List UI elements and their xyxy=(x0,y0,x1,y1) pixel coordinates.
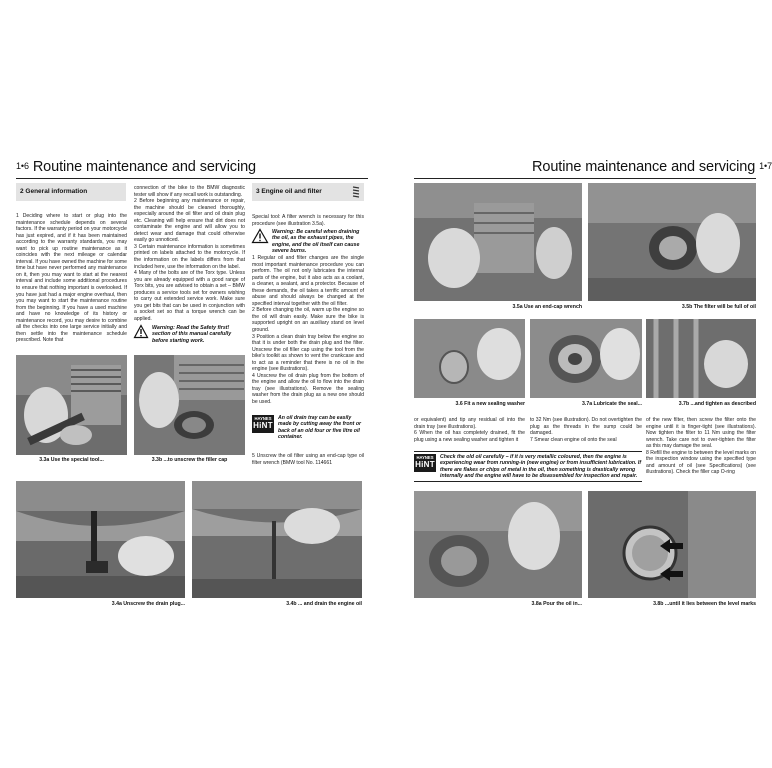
photo-3-5a xyxy=(414,183,582,301)
photo-3-8b xyxy=(588,491,756,598)
text-column-3 xyxy=(252,214,364,227)
difficulty-wrench-icon xyxy=(351,185,361,199)
text-column-1 xyxy=(16,213,127,344)
paragraph: 1 Deciding where to start or plug into the maintenance schedule depends on several factors. If the warranty period on your motorcycle has just expired, and if it has been maintained according to the warranty standards, you may want to pick up routine maintenance as it coincides with the next mileage or calendar interval. If you have owned the machine for some time but have never performed any maintenance on it, then you may want to start at the nearest interval and include some additional procedures to ensure that nothing important is overlooked. If you have just had a major engine overhaul, then you may want to start the maintenance routine from the beginning. If you have a used machine and have no knowledge of its history or maintenance record, you may desire to combine all the checks into one large service initially and then settle into the maintenance schedule prescribed. Note that xyxy=(16,213,127,344)
caption-3-6: 3.6 Fit a new sealing washer xyxy=(455,401,525,407)
caption-3-4b: 3.4b ... and drain the engine oil xyxy=(286,601,362,607)
haynes-hint-badge: HAYNES HiNT xyxy=(414,454,436,472)
header-rule xyxy=(16,178,368,179)
text-column-2 xyxy=(530,417,642,443)
text-column-3 xyxy=(646,417,756,476)
page-title: Routine maintenance and servicing xyxy=(532,159,756,175)
page-title: Routine maintenance and servicing xyxy=(32,159,257,175)
paragraph: 4 Many of the bolts are of the Torx type. Unless you are already equipped with a good range of Torx bits, you are advised to obtain a set – BMW produces a service tools set for owners wishing to carry out extended service work. Make sure you get bits that can be used in conjunction with a socket set so that a torque wrench can be applied. xyxy=(134,270,245,322)
photo-3-4b xyxy=(192,481,362,598)
text-column-3-body xyxy=(252,255,364,406)
text-column-2 xyxy=(134,185,245,322)
caption-3-3a: 3.3a Use the special tool... xyxy=(39,457,104,463)
section-heading-engine-oil: 3 Engine oil and filter xyxy=(252,183,364,201)
warning-icon xyxy=(134,325,148,338)
caption-3-3b: 3.3b ...to unscrew the filler cap xyxy=(151,457,228,463)
caption-3-8b: 3.8b ...until it lies between the level marks xyxy=(653,601,756,607)
section-heading-general-information: 2 General information xyxy=(16,183,126,201)
warning-icon xyxy=(252,229,268,243)
haynes-hint-old-oil: HAYNES HiNT Check the old oil carefully – if it is very metallic coloured, then the engine is experiencing wear from running-in (new engine) or from insufficient lubrication. If there are flakes or chips of metal in the oil, then something is drastically wrong internally and the engine will have to be disassembled for inspection and repair. xyxy=(414,451,642,482)
paragraph: 3 Position a clean drain tray below the engine so that it is under both the drain plug and the filter. Unscrew the oil filler cap using the tool from the bike's toolkit as shown to vent the crankcase and to act as a reminder that there is no oil in the engine (see illustrations). xyxy=(252,333,364,373)
header-rule xyxy=(414,178,756,179)
special-tool-note: Special tool: A filter wrench is necessary for this procedure (see illustration 3.5a). xyxy=(252,214,364,227)
paragraph: 2 Before changing the oil, warm up the engine so the oil will drain easily. Make sure the bike is supported upright on an auxiliary stand on level ground. xyxy=(252,307,364,334)
paragraph: 7 Smear clean engine oil onto the seal xyxy=(530,436,617,443)
paragraph: 2 Before beginning any maintenance or repair, the machine should be cleaned thoroughly, especially around the oil filter and oil drain plug etc. Cleaning will help ensure that dirt does not contaminate the engine and will allow you to detect wear and damage that could otherwise easily go unnoticed. xyxy=(134,198,245,244)
photo-3-7a xyxy=(530,319,642,398)
paragraph: 1 Regular oil and filter changes are the single most important maintenance procedure you can perform. The oil not only lubricates the internal parts of the engine, but it also acts as a coolant, a cleaner, a sealant, and a protector. Because of these demands, the oil takes a terrific amount of abuse and should always be changed at the specified interval together with the oil filter. xyxy=(252,255,364,307)
right-page-header xyxy=(532,159,772,175)
paragraph: 8 Refill the engine to between the level marks on the inspection window using the specified type and amount of oil (see Specifications) (see illustrations). Check the filler cap O-ring xyxy=(646,449,756,476)
photo-3-7b xyxy=(646,319,756,398)
caption-3-5b: 3.5b The filter will be full of oil xyxy=(681,304,756,310)
paragraph: 5 Unscrew the oil filter using an end-cap type oil filter wrench (BMW tool No. 114661 xyxy=(252,453,364,466)
text-column-3-tail xyxy=(252,453,364,466)
haynes-hint-drain-tray: HAYNES HiNT An oil drain tray can be easily made by cutting away the front or back of an old four or five litre oil container. xyxy=(253,415,362,440)
photo-3-6 xyxy=(414,319,525,398)
photo-3-5b xyxy=(588,183,756,301)
photo-3-8a xyxy=(414,491,582,598)
caption-3-7a: 3.7a Lubricate the seal... xyxy=(582,401,642,407)
paragraph: or equivalent) and tip any residual oil into the drain tray (see illustrations). xyxy=(414,417,525,430)
paragraph: 3 Certain maintenance information is sometimes printed on labels attached to the motorcycle. If the information on the labels differs from that included here, use the information on the label. xyxy=(134,243,245,270)
paragraph: connection of the bike to the BMW diagnostic tester will show if any recall work is outstanding. xyxy=(134,185,245,198)
photo-3-4a xyxy=(16,481,185,598)
paragraph: 4 Unscrew the oil drain plug from the bottom of the engine and allow the oil to flow into the drain tray (see illustrations). Remove the sealing washer from the drain plug as a new one should be used. xyxy=(252,372,364,406)
page-number: 1•6 xyxy=(16,161,29,171)
left-page-header xyxy=(16,159,256,175)
text-column-1 xyxy=(414,417,525,443)
caption-3-4a: 3.4a Unscrew the drain plug... xyxy=(111,601,185,607)
paragraph: to 32 Nm (see illustration). Do not overtighten the plug as the threads in the sump could be damaged. xyxy=(530,417,642,437)
page-number: 1•7 xyxy=(759,161,772,171)
photo-3-3a xyxy=(16,355,127,455)
right-page xyxy=(384,0,772,768)
caption-3-7b: 3.7b ...and tighten as described xyxy=(678,401,756,407)
caption-3-5a: 3.5a Use an end-cap wrench xyxy=(512,304,582,310)
paragraph: of the new filter, then screw the filter onto the engine until it is finger-tight (see illustrations). Now tighten the filter to 11 Nm using the filter wrench. Take care not to over-tighten the filter as this may damage the seal. xyxy=(646,417,756,450)
safety-warning: Warning: Read the Safety first! section of this manual carefully before starting work. xyxy=(134,325,245,344)
haynes-hint-badge: HAYNES HiNT xyxy=(252,415,274,433)
burn-warning: Warning: Be careful when draining the oil, as the exhaust pipes, the engine, and the oil itself can cause severe burns. xyxy=(252,229,364,255)
photo-3-3b xyxy=(134,355,245,455)
paragraph: 6 When the oil has completely drained, fit the plug using a new sealing washer and tighten it xyxy=(414,430,525,443)
caption-3-8a: 3.8a Pour the oil in... xyxy=(531,601,582,607)
left-page xyxy=(0,0,384,768)
